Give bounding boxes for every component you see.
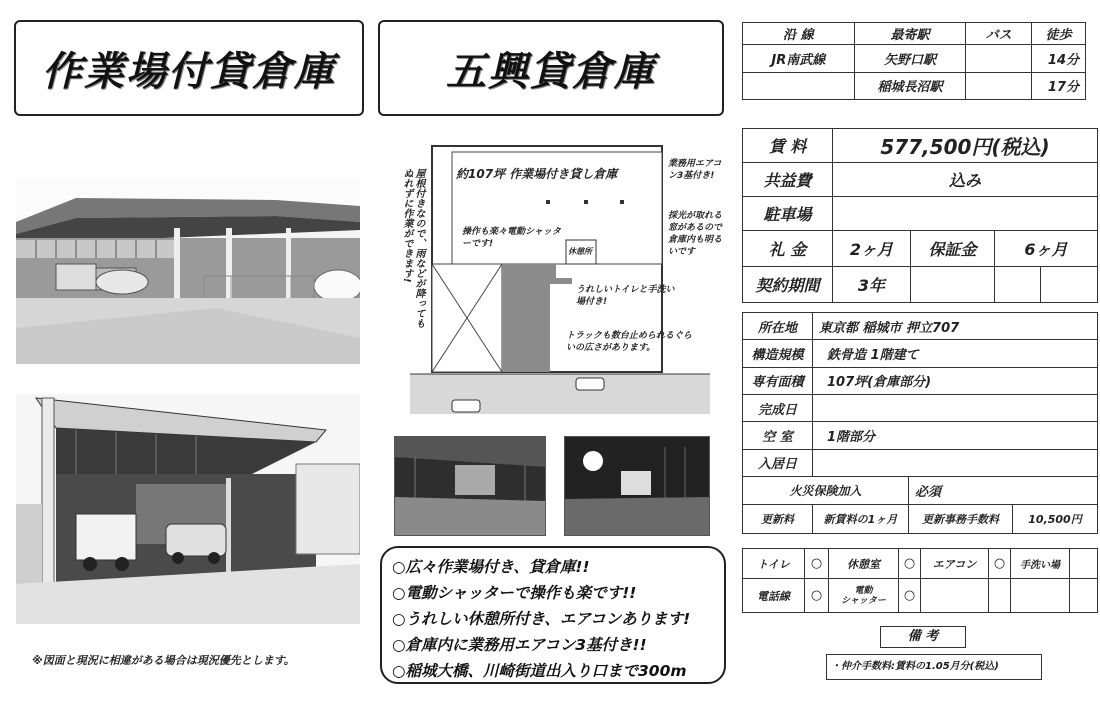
facility-sink-mark bbox=[1070, 549, 1098, 579]
property-table bbox=[742, 312, 1098, 534]
plan-light-note: 採光が取れる窓があるので倉庫内も明るいです bbox=[668, 211, 723, 257]
remarks-box bbox=[826, 654, 1042, 680]
insurance-value: 必須 bbox=[909, 477, 1098, 504]
contract-blank-3 bbox=[1041, 267, 1098, 303]
plan-roof-note: 屋根付きなので、雨などが降ってもぬれずに作業ができます! bbox=[401, 168, 424, 328]
feature-item: ○倉庫内に業務用エアコン3基付き!! bbox=[392, 636, 647, 654]
facility-restroom-mark: ○ bbox=[899, 549, 921, 579]
interior-right-image bbox=[565, 437, 710, 536]
access-walk-1: 14分 bbox=[1032, 45, 1086, 73]
facility-toilet-label: トイレ bbox=[743, 549, 805, 579]
facility-blank-2 bbox=[989, 579, 1011, 613]
access-line-1: JR南武線 bbox=[743, 45, 855, 73]
facility-phone-mark: ○ bbox=[805, 579, 829, 613]
access-header-station: 最寄駅 bbox=[854, 23, 966, 45]
access-header-walk: 徒歩 bbox=[1032, 23, 1086, 45]
plan-shutter-note: 操作も楽々電動シャッターです! bbox=[462, 227, 561, 249]
deposit-label: 保証金 bbox=[911, 231, 995, 267]
parking-value bbox=[833, 197, 1098, 231]
interior-left-image bbox=[395, 437, 546, 536]
feature-item: ○広々作業場付き、貸倉庫!! bbox=[392, 558, 590, 576]
facility-shutter-mark: ○ bbox=[899, 579, 921, 613]
deposit-value: 6ヶ月 bbox=[995, 231, 1098, 267]
common-fee-value: 込み bbox=[833, 163, 1098, 197]
facility-sink-label: 手洗い場 bbox=[1011, 549, 1070, 579]
plan-truck-note: トラックも数台止められるぐらいの広さがあります。 bbox=[566, 331, 692, 353]
access-bus-2 bbox=[966, 72, 1032, 100]
broker-fee-note: ・仲介手数料:賃料の1.05月分(税込) bbox=[831, 661, 999, 672]
remarks-title-text: 備 考 bbox=[907, 629, 939, 644]
plan-rest-room-label: 休憩所 bbox=[568, 247, 592, 256]
access-header-bus: バス bbox=[966, 23, 1032, 45]
disclaimer-note: ※図面と現況に相違がある場合は現況優先とします。 bbox=[32, 654, 295, 667]
access-bus-1 bbox=[966, 45, 1032, 73]
plan-toilet-note: うれしいトイレと手洗い場付き! bbox=[576, 285, 675, 307]
renewal-fee-label: 更新事務手数料 bbox=[909, 504, 1013, 533]
feature-list bbox=[380, 546, 726, 684]
built-date-label: 完成日 bbox=[743, 395, 813, 422]
contract-blank-1 bbox=[911, 267, 995, 303]
facility-blank-3 bbox=[1011, 579, 1070, 613]
contract-value: 3年 bbox=[833, 267, 911, 303]
parking-label: 駐車場 bbox=[743, 197, 833, 231]
common-fee-label: 共益費 bbox=[743, 163, 833, 197]
facility-shutter-label: 電動 シャッター bbox=[829, 579, 899, 613]
exterior-photo-image bbox=[16, 178, 360, 364]
interior-photo-left bbox=[394, 436, 546, 536]
access-station-1: 矢野口駅 bbox=[854, 45, 966, 73]
facility-phone-label: 電話線 bbox=[743, 579, 805, 613]
area-value: 107坪(倉庫部分) bbox=[813, 367, 1098, 394]
insurance-label: 火災保険加入 bbox=[743, 477, 909, 504]
rent-label: 賃 料 bbox=[743, 129, 833, 163]
address-label: 所在地 bbox=[743, 313, 813, 340]
access-table bbox=[742, 22, 1086, 100]
rent-value: 577,500円(税込) bbox=[833, 129, 1098, 163]
facility-restroom-label: 休憩室 bbox=[829, 549, 899, 579]
structure-value: 鉄骨造 1階建て bbox=[813, 340, 1098, 367]
facilities-table bbox=[742, 548, 1098, 613]
address-value: 東京都 稲城市 押立707 bbox=[813, 313, 1098, 340]
renewal-value: 新賃料の1ヶ月 bbox=[813, 504, 909, 533]
facility-aircon-mark: ○ bbox=[989, 549, 1011, 579]
fees-table bbox=[742, 128, 1098, 303]
vacancy-label: 空 室 bbox=[743, 422, 813, 449]
plan-aircon-note: 業務用エアコン3基付き! bbox=[668, 159, 722, 181]
access-line-2 bbox=[743, 72, 855, 100]
feature-item: ○うれしい休憩所付き、エアコンあります! bbox=[392, 610, 691, 628]
move-in-value bbox=[813, 449, 1098, 476]
facility-blank-1 bbox=[921, 579, 989, 613]
contract-label: 契約期間 bbox=[743, 267, 833, 303]
area-label: 専有面積 bbox=[743, 367, 813, 394]
flyer-title: 作業場付貸倉庫 bbox=[42, 48, 336, 95]
title-box-left bbox=[14, 20, 364, 116]
floor-plan bbox=[380, 134, 730, 418]
vacancy-value: 1階部分 bbox=[813, 422, 1098, 449]
access-station-2: 稲城長沼駅 bbox=[854, 72, 966, 100]
remarks-title bbox=[880, 626, 966, 648]
warehouse-canopy-photo bbox=[16, 394, 360, 624]
facility-blank-4 bbox=[1070, 579, 1098, 613]
structure-label: 構造規模 bbox=[743, 340, 813, 367]
interior-photo-right bbox=[564, 436, 710, 536]
feature-item: ○電動シャッターで操作も楽です!! bbox=[392, 584, 637, 602]
move-in-label: 入居日 bbox=[743, 449, 813, 476]
facility-toilet-mark: ○ bbox=[805, 549, 829, 579]
facility-aircon-label: エアコン bbox=[921, 549, 989, 579]
key-money-label: 礼 金 bbox=[743, 231, 833, 267]
property-name: 五興貸倉庫 bbox=[446, 48, 656, 95]
feature-item: ○稲城大橋、川崎街道出入り口まで300m bbox=[392, 662, 687, 680]
plan-heading: 約107坪 作業場付き貸し倉庫 bbox=[456, 167, 618, 181]
title-box-center bbox=[378, 20, 724, 116]
renewal-fee-value: 10,500円 bbox=[1013, 504, 1098, 533]
renewal-label: 更新料 bbox=[743, 504, 813, 533]
key-money-value: 2ヶ月 bbox=[833, 231, 911, 267]
canopy-photo-image bbox=[16, 394, 360, 624]
warehouse-exterior-photo bbox=[16, 178, 360, 364]
access-header-line: 沿 線 bbox=[743, 23, 855, 45]
contract-blank-2 bbox=[995, 267, 1041, 303]
built-date-value bbox=[813, 395, 1098, 422]
access-walk-2: 17分 bbox=[1032, 72, 1086, 100]
